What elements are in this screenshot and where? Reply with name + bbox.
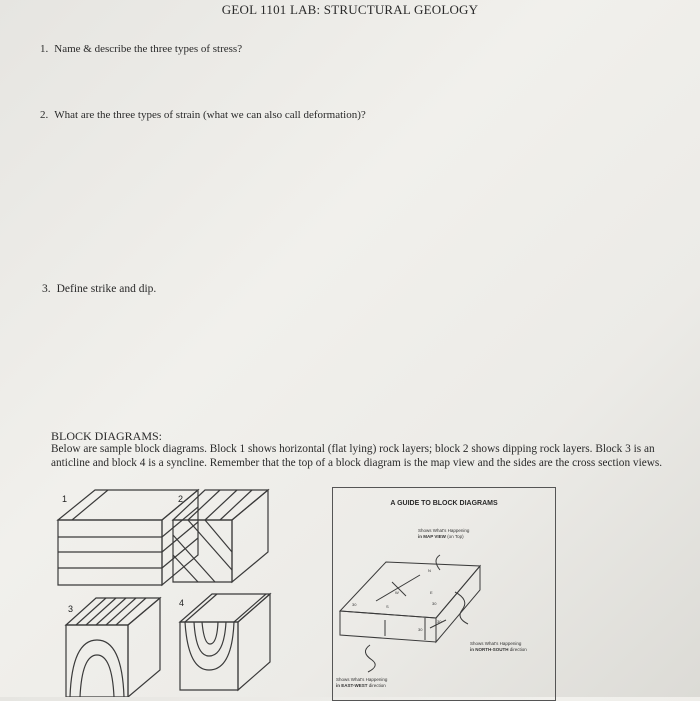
question-1-number: 1.	[40, 43, 49, 55]
question-3-number: 3.	[42, 283, 51, 295]
compass-s-label: S	[386, 604, 389, 609]
question-2-number: 2.	[40, 109, 49, 121]
guide-to-block-diagrams-box	[332, 487, 556, 701]
map-view-caption-bold: in MAP VIEW	[418, 533, 446, 539]
east-west-caption	[336, 677, 387, 688]
dip-label-3: 30	[418, 627, 423, 632]
block-diagrams-text: Below are sample block diagrams. Block 1 shows horizontal (flat lying) rock layers; block 2 shows dipping rock layers. Block 3 is an anticline and block 4 is a syncline. Remember that the top of a block diagram is the map view and the sides are the cross section views.	[51, 443, 663, 469]
question-1-text: Name & describe the three types of stress?	[54, 43, 243, 55]
block-4-syncline	[180, 594, 270, 690]
block-3-anticline	[66, 598, 160, 697]
block-4-number: 4	[179, 598, 185, 608]
dip-label-2: 30	[437, 619, 442, 624]
block-1-horizontal-layers	[58, 490, 198, 585]
guide-title: A GUIDE TO BLOCK DIAGRAMS	[390, 500, 498, 507]
block-2-dipping-layers	[173, 490, 268, 582]
dip-label-4: 30	[432, 601, 437, 606]
map-view-caption-line1: Shows What's Happening	[418, 528, 470, 533]
east-west-caption-line1: Shows What's Happening	[336, 677, 388, 682]
north-south-caption	[470, 641, 527, 652]
north-south-caption-line1: Shows What's Happening	[470, 641, 522, 646]
map-view-caption-rest: (on Top)	[447, 533, 464, 539]
question-3-text: Define strike and dip.	[56, 283, 157, 295]
compass-n-label: N	[428, 568, 431, 573]
dip-label-1: 30	[352, 602, 357, 607]
question-2-text: What are the three types of strain (what we can also call deformation)?	[54, 109, 366, 121]
block-2-number: 2	[178, 494, 184, 504]
north-south-caption-rest: direction	[509, 646, 527, 652]
east-west-caption-rest: direction	[368, 682, 386, 688]
compass-e-label: E	[430, 590, 433, 595]
compass-w-label: W	[395, 590, 399, 595]
block-diagrams-heading: BLOCK DIAGRAMS:	[51, 429, 163, 443]
north-south-caption-bold: in NORTH-SOUTH	[470, 646, 509, 652]
block-1-number: 1	[62, 494, 68, 504]
page-title: GEOL 1101 LAB: STRUCTURAL GEOLOGY	[221, 2, 479, 17]
east-west-caption-bold: in EAST-WEST	[336, 682, 368, 688]
block-3-number: 3	[68, 604, 74, 614]
map-view-caption	[418, 528, 469, 539]
